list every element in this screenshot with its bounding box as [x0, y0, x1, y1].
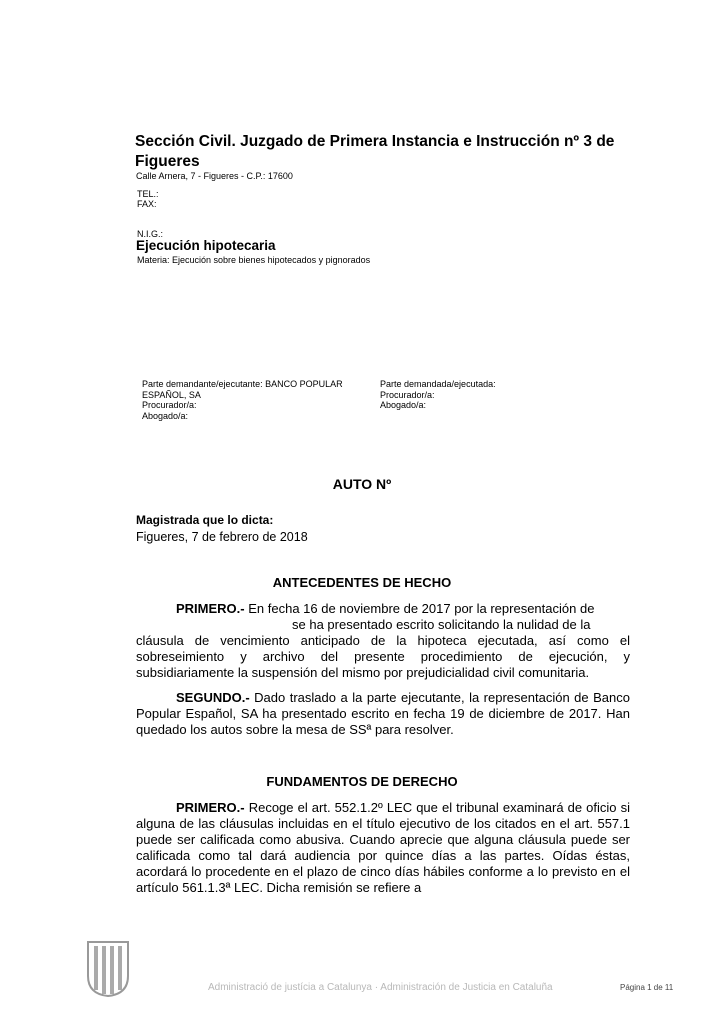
antecedentes-segundo [136, 690, 630, 738]
primero-lead: PRIMERO.- [176, 601, 245, 616]
plaintiff-line: Parte demandante/ejecutante: BANCO POPULAR [142, 379, 343, 389]
footer-text: Administració de justícia a Catalunya · Administración de Justicia en Cataluña [208, 982, 553, 993]
defendant-block [380, 379, 600, 411]
procedure-title: Ejecución hipotecaria [136, 238, 276, 253]
auto-title: AUTO Nº [332, 476, 392, 492]
fundamentos-primero [136, 800, 630, 896]
page-number: Página 1 de 11 [620, 983, 674, 992]
court-address: Calle Arnera, 7 - Figueres - C.P.: 17600 [136, 171, 293, 181]
defendant-line: Parte demandada/ejecutada: [380, 379, 496, 389]
defendant-procurador: Procurador/a: [380, 389, 435, 400]
antecedentes-primero [136, 601, 630, 681]
segundo-text: Dado traslado a la parte ejecutante, la representación de Banco Popular Español, SA ha presentado escrito en fecha 19 de diciembre de 2017. Han quedado los autos sobre la mesa de SSª para resolver. [136, 690, 630, 737]
court-title [135, 132, 655, 172]
defendant-abogado: Abogado/a: [380, 400, 427, 410]
plaintiff-abogado: Abogado/a: [142, 410, 189, 421]
fundamentos-primero-text: Recoge el art. 552.1.2º LEC que el tribunal examinará de oficio si alguna de las cláusulas incluidas en el título ejecutivo de los citados en el art. 557.1 puede ser calificada como abusiva. Cuando aprecie que alguna cláusula puede ser calificada como tal dará audiencia por quince días a las partes. Oídas éstas, acordará lo procedente en el plazo de cinco días hábiles conforme a lo previsto en el artículo 561.1.3ª LEC. Dicha remisión se refiere a [136, 800, 630, 895]
primero-line1: En fecha 16 de noviembre de 2017 por la representación de [244, 601, 595, 616]
tel-label: TEL.: [137, 189, 159, 199]
fundamentos-heading: FUNDAMENTOS DE DERECHO [266, 774, 458, 789]
primero-rest: cláusula de vencimiento anticipado de la hipoteca ejecutada, así como el sobreseimiento y archivo del presente procedimiento de ejecución, y subsidiariamente la suspensión del mismo por prejudicialidad civil comunitaria. [136, 633, 630, 680]
court-title-line2: Figueres [135, 153, 200, 170]
nig-label: N.I.G.: [137, 229, 164, 239]
segundo-lead: SEGUNDO.- [176, 690, 250, 705]
magistrate-label: Magistrada que lo dicta: [136, 513, 274, 527]
court-title-line1: Sección Civil. Juzgado de Primera Instancia e Instrucción nº 3 de [135, 133, 615, 150]
primero-line2: se ha presentado escrito solicitando la nulidad de la [292, 617, 591, 632]
antecedentes-heading: ANTECEDENTES DE HECHO [272, 575, 452, 590]
plaintiff-line: ESPAÑOL, SA [142, 389, 201, 400]
plaintiff-procurador: Procurador/a: [142, 400, 197, 410]
catalonia-shield-icon [86, 940, 130, 998]
plaintiff-block [142, 379, 362, 421]
fax-label: FAX: [137, 199, 157, 209]
procedure-matter: Materia: Ejecución sobre bienes hipotecados y pignorados [137, 255, 371, 265]
place-date: Figueres, 7 de febrero de 2018 [136, 530, 308, 544]
fundamentos-primero-lead: PRIMERO.- [176, 800, 245, 815]
